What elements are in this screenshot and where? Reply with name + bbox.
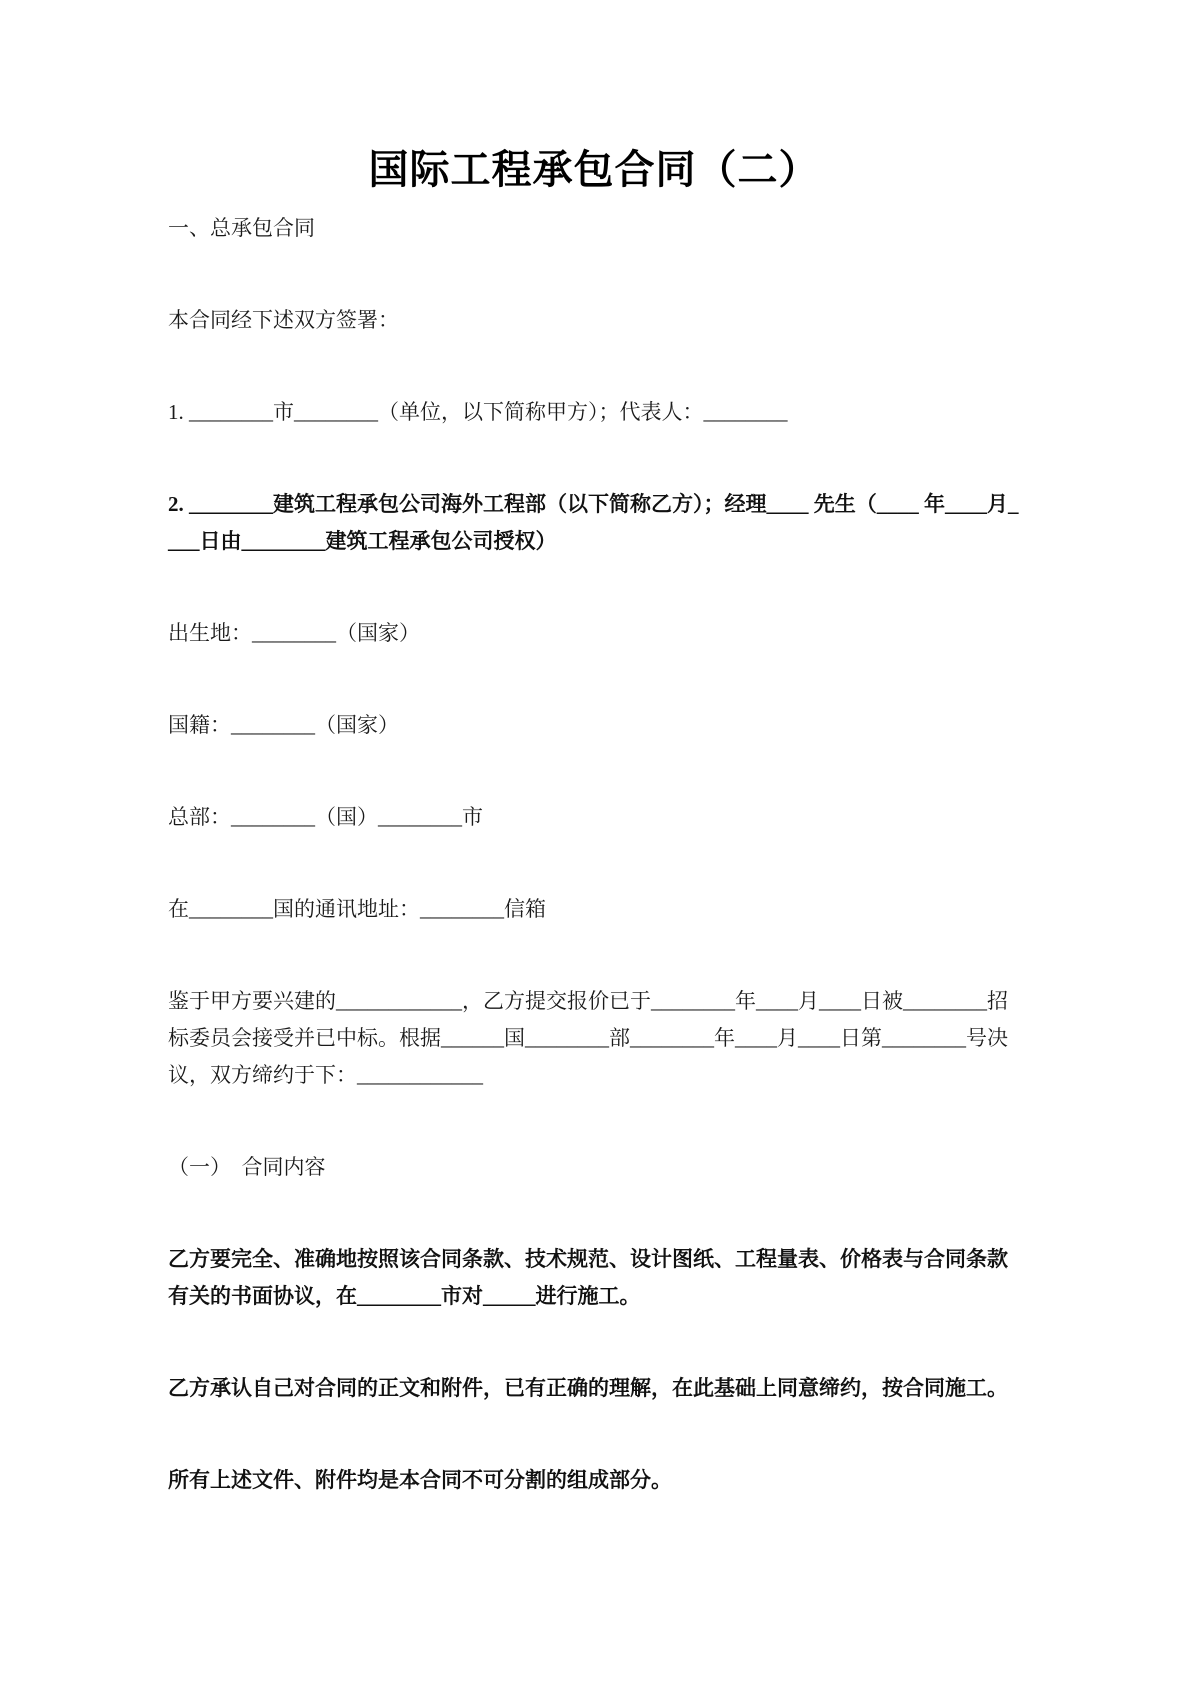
nationality-field: 国籍：________（国家） <box>168 713 399 737</box>
document-title: 国际工程承包合同（二） <box>368 147 820 192</box>
acknowledgement-para: 乙方承认自己对合同的正文和附件，已有正确的理解，在此基础上同意缔约，按合同施工。 <box>168 1376 1008 1400</box>
integral-parts-para: 所有上述文件、附件均是本合同不可分割的组成部分。 <box>168 1468 672 1492</box>
contract-content-para: 乙方要完全、准确地按照该合同条款、技术规范、设计图纸、工程量表、价格表与合同条款有关的书面协议，在________市对_____进行施工。 <box>168 1247 1008 1308</box>
mailing-address-field: 在________国的通讯地址：________信箱 <box>168 897 546 921</box>
party-a-clause: 1. ________市________（单位，以下简称甲方）；代表人：________ <box>168 400 788 424</box>
whereas-clause: 鉴于甲方要兴建的____________，乙方提交报价已于________年____月____日被________招标委员会接受并已中标。根据______国________部________年____月____日第________号决议，双方缔约于下：____________ <box>168 989 1008 1087</box>
section-one-heading: 一、总承包合同 <box>168 216 315 240</box>
signing-statement: 本合同经下述双方签署： <box>168 308 399 332</box>
headquarters-field: 总部：________（国）________市 <box>168 805 483 829</box>
birthplace-field: 出生地：________（国家） <box>168 621 420 645</box>
clause-one-heading: （一） 合同内容 <box>168 1155 326 1179</box>
party-b-clause: 2. ________建筑工程承包公司海外工程部（以下简称乙方）；经理____ 先生（____ 年____月____日由________建筑工程承包公司授权） <box>168 492 1019 553</box>
